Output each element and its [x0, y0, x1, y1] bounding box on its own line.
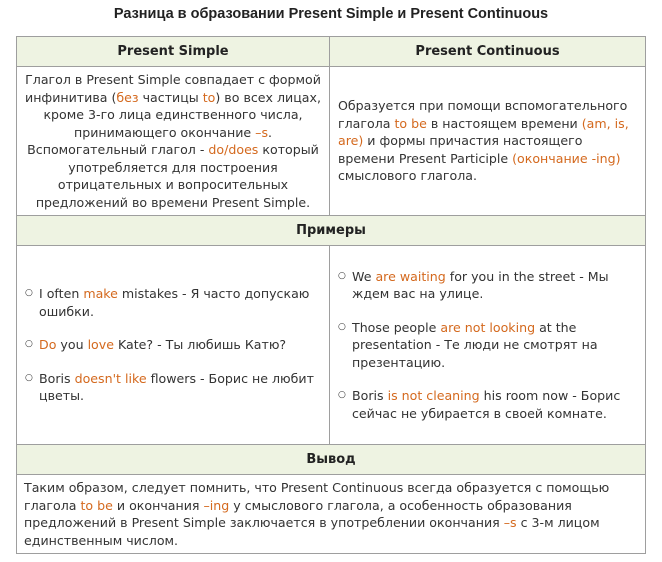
list-item: ○ We are waiting for you in the street - Мы ждем вас на улице. — [338, 268, 637, 303]
rule-present-continuous: Образуется при помощи вспомогательного глагола to be в настоящем времени (am, is, are) и формы причастия настоящего времени Present Participle (окончание -ing) смыслового глагола. — [330, 67, 646, 216]
conclusion-text: Таким образом, следует помнить, что Present Continuous всегда образуется с помощью глагола to be и окончания –ing у смыслового глагола, а особенность образования предложений в Present Simple заключается в употреблении окончания –s с 3-м лицом единственным числом. — [17, 475, 646, 554]
examples-header: Примеры — [17, 216, 646, 246]
header-present-simple: Present Simple — [17, 37, 330, 67]
page-title: Разница в образовании Present Simple и Present Continuous — [113, 6, 549, 22]
header-present-continuous: Present Continuous — [330, 37, 646, 67]
list-item: ○ Boris doesn't like flowers - Борис не любит цветы. — [25, 370, 321, 405]
rule-present-simple: Глагол в Present Simple совпадает с формой инфинитива (без частицы to) во всех лицах, кроме 3-го лица единственного числа, принимающего окончание –s. Вспомогательный глагол - do/does который употребляется для построения отрицательных и вопросительных предложений во времени Present Simple. — [17, 67, 330, 216]
list-item: ○ Do you love Kate? - Ты любишь Катю? — [25, 336, 321, 354]
comparison-table — [16, 36, 646, 554]
list-item: ○ Those people are not looking at the presentation - Те люди не смотрят на презентацию. — [338, 319, 637, 372]
list-item: ○ I often make mistakes - Я часто допускаю ошибки. — [25, 285, 321, 320]
examples-present-continuous — [330, 246, 646, 445]
list-item: ○ Boris is not cleaning his room now - Борис сейчас не убирается в своей комнате. — [338, 387, 637, 422]
conclusion-header: Вывод — [17, 445, 646, 475]
examples-present-simple — [17, 246, 330, 445]
